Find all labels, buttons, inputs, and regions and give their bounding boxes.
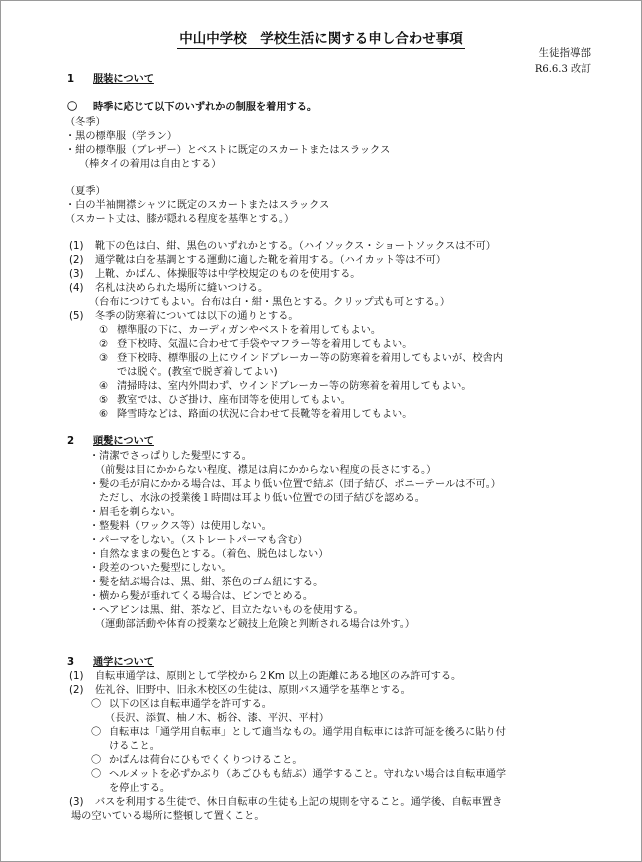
sub-list-item: ④ 清掃時は、室内外問わず、ウインドブレーカー等の防寒着を着用してもよい。 [99,381,472,392]
list-item: （台布につけてもよい。台布は白・紺・黒色とする。クリップ式も可とする。） [89,297,451,308]
winter-line: ・黒の標準服（学ラン） [65,131,178,142]
circle-bullet-icon: 〇 [91,755,102,766]
hair-rule-line: ・整髪料（ワックス等）は使用しない。 [89,521,272,532]
list-item: (5) 冬季の防寒着については以下の通りとする。 [69,311,299,322]
sub-list-item: 〇 ヘルメットを必ずかぶり（あごひもも結ぶ）通学すること。守れない場合は自転車通学 [91,769,507,780]
section-1-subheading: 〇 時季に応じて以下のいずれかの制服を着用する。 [67,102,318,113]
list-item: (4) 名札は決められた場所に縫いつける。 [69,283,269,294]
list-item: (2) 佐礼谷、旧野中、旧永木校区の生徒は、原則バス通学を基準とする。 [69,685,411,696]
sub-list-item: 〇 自転車は「通学用自転車」として適当なもの。通学用自転車には許可証を後ろに貼り付 [91,727,506,738]
sub-list-item: ⑥ 降雪時などは、路面の状況に合わせて長靴等を着用してもよい。 [99,409,413,420]
sub-list-item: ① 標準服の下に、カーディガンやベストを着用してもよい。 [99,325,382,336]
hair-rule-line: ・自然なままの髪色とする。（着色、脱色はしない） [89,549,329,560]
hair-rule-line: ・横から髪が垂れてくる場合は、ピンでとめる。 [89,591,314,602]
list-item: (2) 通学靴は白を基調とする運動に適した靴を着用する。（ハイカット等は不可） [69,255,447,266]
hair-rule-line: （運動部活動や体育の授業など競技上危険と判断される場合は外す。） [95,619,416,630]
hair-rule-line: ・清潔でさっぱりした髪型にする。 [89,451,252,462]
hair-rule-line: ・ヘアピンは黒、紺、茶など、目立たないものを使用する。 [89,605,364,616]
hair-rule-line: ・段差のついた髪型にしない。 [89,563,232,574]
list-item: (1) 靴下の色は白、紺、黒色のいずれかとする。（ハイソックス・ショートソックスは不可） [69,241,496,252]
list-item: 場の空いている場所に整頓して置くこと。 [71,811,265,822]
list-item: (3) 上靴、かばん、体操服等は中学校規定のものを使用する。 [69,269,361,280]
list-item: (1) 自転車通学は、原則として学校から２Km 以上の距離にある地区のみ許可する。 [69,671,462,682]
hair-rule-line: ・髪を結ぶ場合は、黒、紺、茶色のゴム紐にする。 [89,577,324,588]
summer-line: ・白の半袖開襟シャツに既定のスカートまたはスラックス [65,200,330,211]
hair-rule-line: ただし、水泳の授業後１時間は耳より低い位置での団子結びを認める。 [99,493,425,504]
document-title: 中山中学校 学校生活に関する申し合わせ事項 [179,31,463,47]
circle-bullet-icon: 〇 [91,727,102,738]
hair-rule-line: （前髪は目にかからない程度、襟足は肩にかからない程度の長さにする。） [95,465,437,476]
section-2-heading: 2 頭髪について [67,436,154,447]
sub-list-item: 〇 以下の区は自転車通学を許可する。 [91,699,272,710]
hair-rule-line: ・眉毛を剃らない。 [89,507,181,518]
sub-list-item: 〇 かばんは荷台にひもでくくりつけること。 [91,755,303,766]
sub-list-item: ② 登下校時、気温に合わせて手袋やマフラー等を着用してもよい。 [99,339,413,350]
circle-bullet-icon: 〇 [67,102,78,113]
summer-line: （スカート丈は、膝が隠れる程度を基準とする。） [65,214,295,225]
department-label: 生徒指導部 [538,47,591,59]
winter-line: ・紺の標準服（ブレザー）とベストに既定のスカートまたはスラックス [65,145,391,156]
sub-list-item: を停止する。 [109,783,171,794]
summer-label: （夏季） [65,186,106,197]
winter-line: （棒タイの着用は自由とする） [79,159,222,170]
winter-label: （冬季） [65,117,106,128]
hair-rule-line: ・パーマをしない。（ストレートパーマも含む） [89,535,308,546]
section-1-heading: 1 服装について [67,74,154,85]
section-3-heading: 3 通学について [67,657,154,668]
list-item: (3) バスを利用する生徒で、休日自転車の生徒も上記の規則を守ること。通学後、自転車置き [69,797,503,808]
sub-list-item: ⑤ 教室では、ひざ掛け、座布団等を使用してもよい。 [99,395,351,406]
circle-bullet-icon: 〇 [91,769,102,780]
circle-bullet-icon: 〇 [91,699,102,710]
sub-list-item: では脱ぐ。(教室で脱ぎ着してよい) [117,367,278,378]
sub-list-item: （長沢、添賀、柚ノ木、栃谷、漆、平沢、平村） [105,713,330,724]
sub-list-item: けること。 [109,741,160,752]
revision-date: R6.6.3 改訂 [534,64,591,75]
sub-list-item: ③ 登下校時、標準服の上にウインドブレーカー等の防寒着を着用してもよいが、校舎内 [99,353,503,364]
hair-rule-line: ・髪の毛が肩にかかる場合は、耳より低い位置で結ぶ（団子結び、ポニーテールは不可。） [89,479,501,490]
